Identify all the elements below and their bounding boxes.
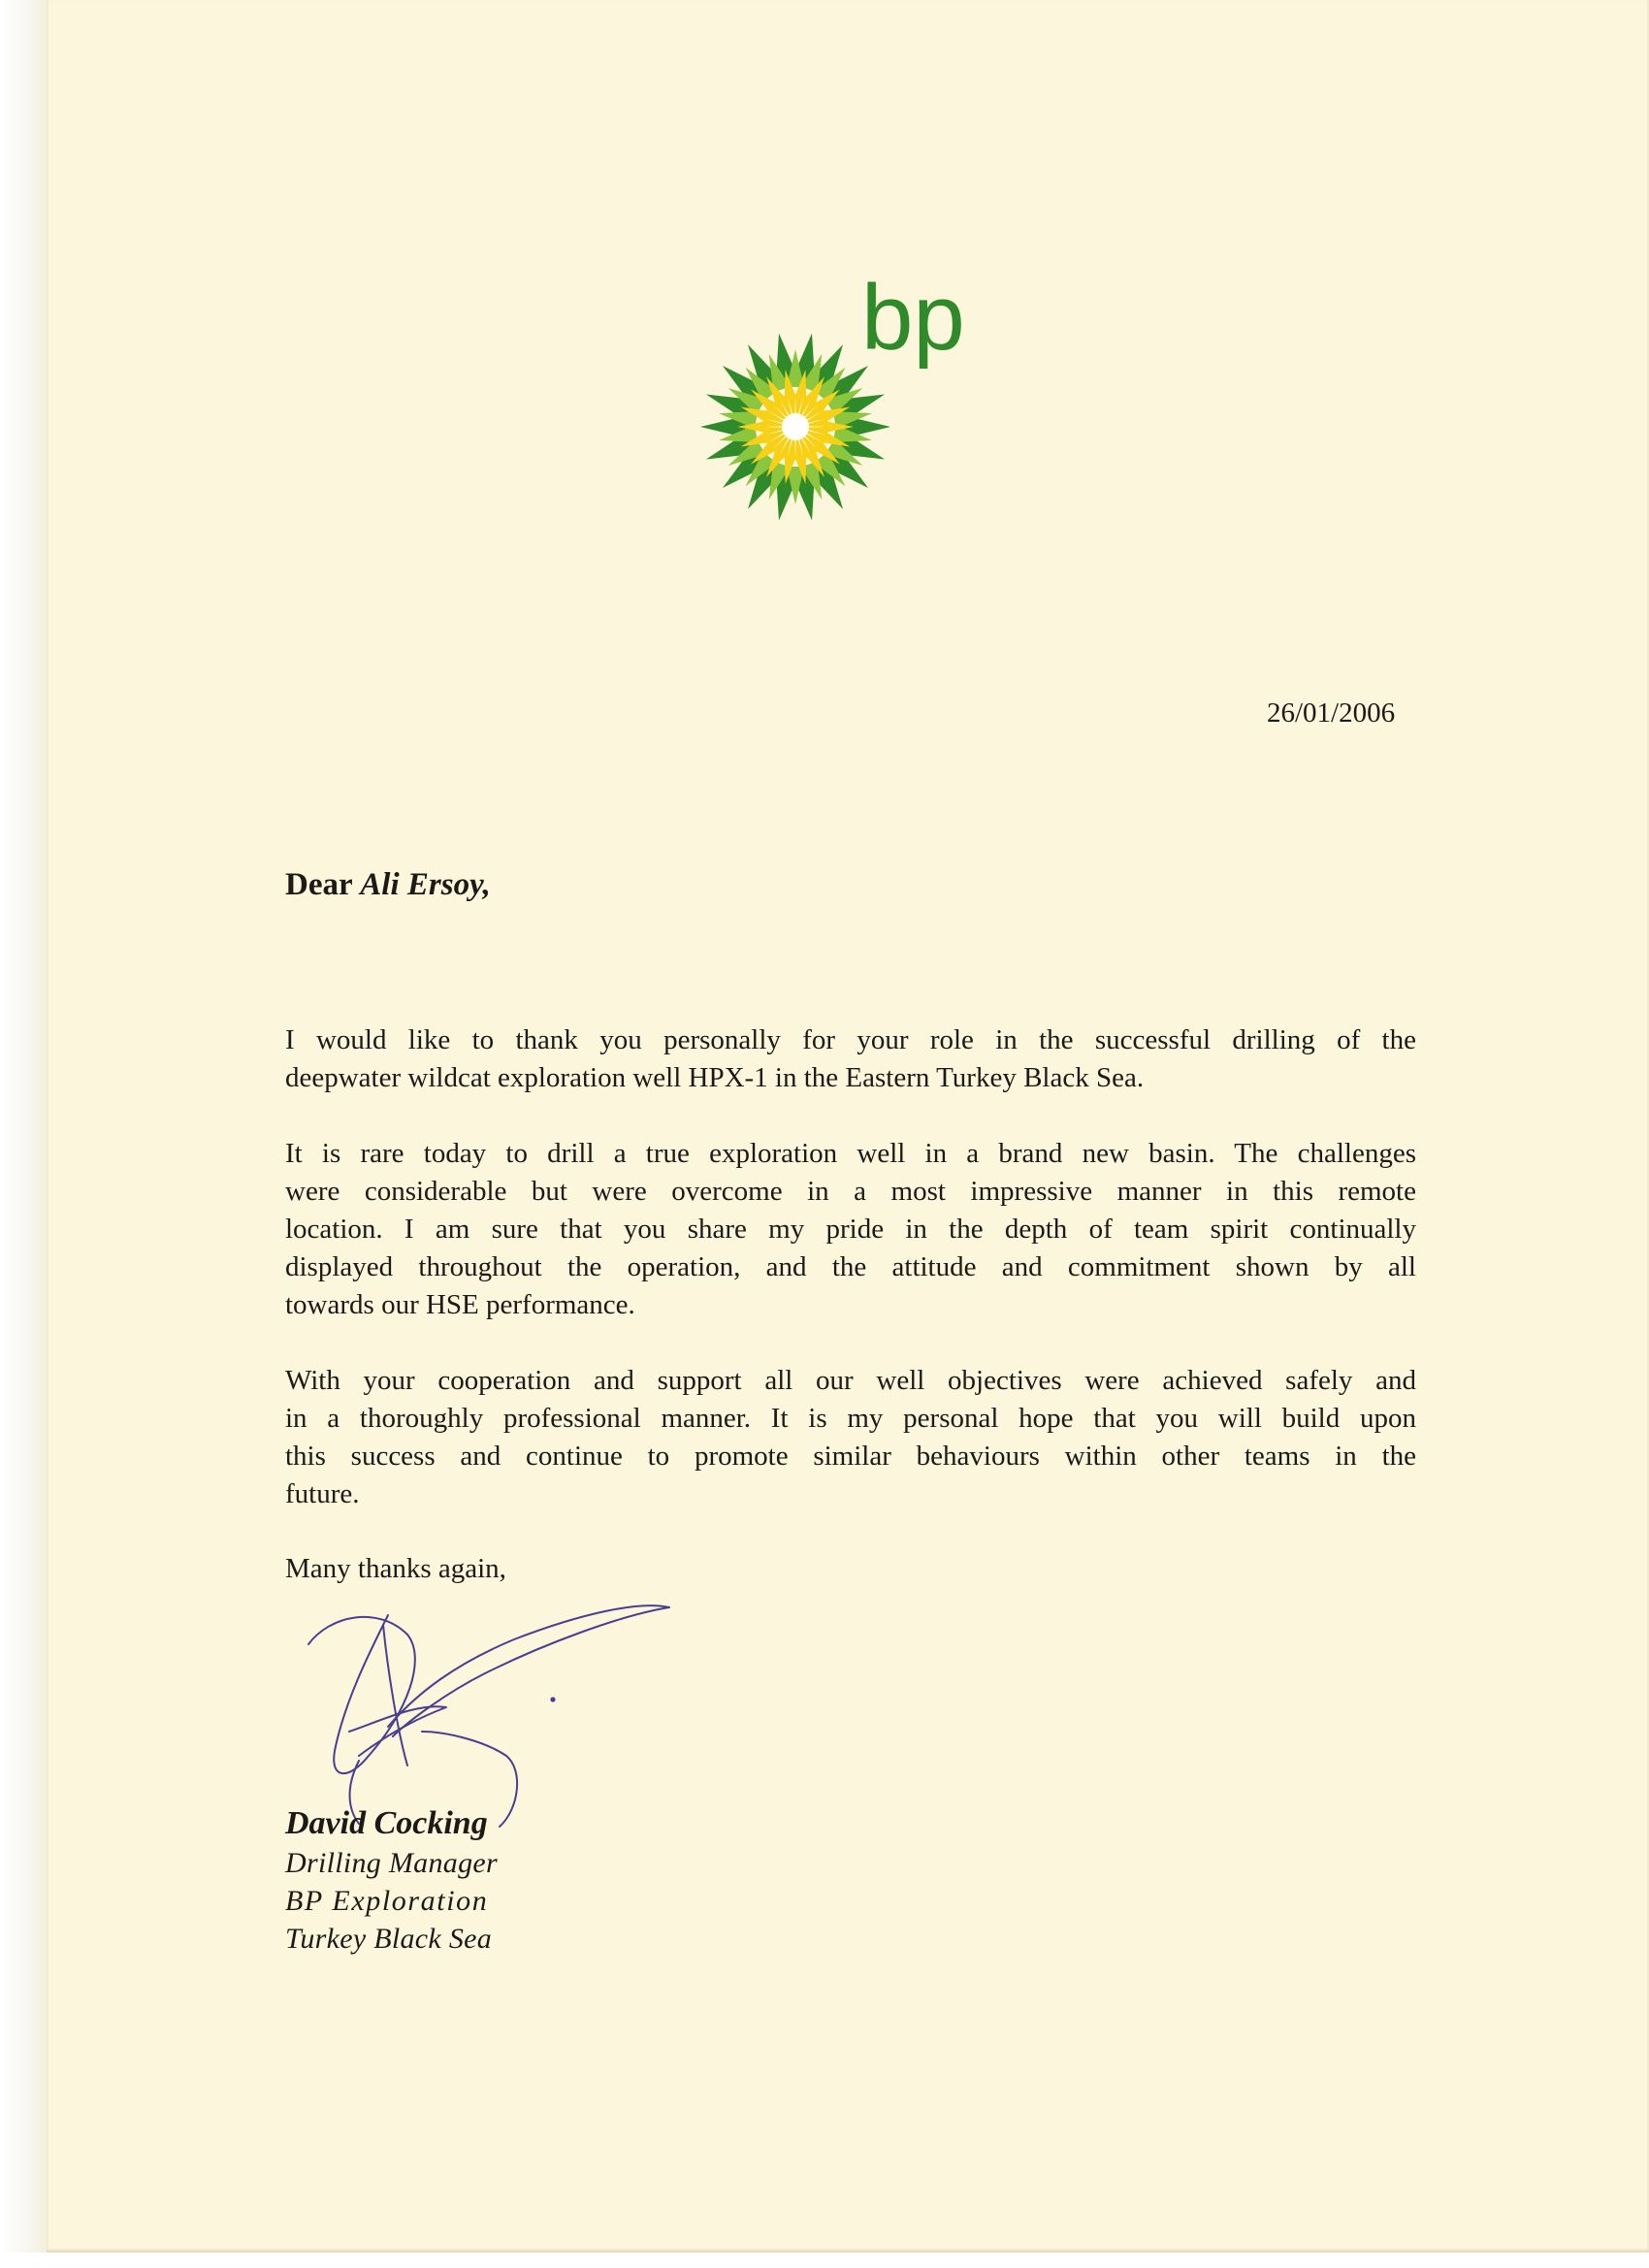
paragraph-line: towards our HSE performance. [285, 1289, 635, 1320]
salutation [285, 866, 491, 904]
paragraph-line: this success and continue to promote similar behaviours within other teams in the [285, 1441, 1416, 1472]
recipient-name: Ali Ersoy, [360, 867, 491, 902]
signatory-company: BP Exploration [285, 1885, 489, 1917]
paragraph-line: deepwater wildcat exploration well HPX-1 in the Eastern Turkey Black Sea. [285, 1062, 1145, 1093]
body-paragraph-3 [285, 1362, 1416, 1513]
paragraph-line: future. [285, 1478, 360, 1509]
signatory-name: David Cocking [285, 1805, 488, 1841]
bp-helios-logo [698, 262, 989, 534]
bp-wordmark: bp [861, 266, 965, 370]
signatory-region: Turkey Black Sea [285, 1923, 493, 1955]
closing-line: Many thanks again, [285, 1553, 506, 1584]
paragraph-line: were considerable but were overcome in a most impressive manner in this remote [285, 1176, 1416, 1207]
signatory-title: Drilling Manager [285, 1847, 498, 1879]
letter-date: 26/01/2006 [1267, 697, 1396, 729]
paragraph-line: in a thoroughly professional manner. It is my personal hope that you will build upon [285, 1403, 1416, 1434]
paragraph-line: It is rare today to drill a true exploration well in a brand new basin. The challenges [285, 1138, 1416, 1169]
signature-block [285, 1804, 498, 1958]
helios-flower-icon [698, 262, 989, 534]
paragraph-line: With your cooperation and support all our well objectives were achieved safely and [285, 1365, 1416, 1396]
paragraph-line: I would like to thank you personally for your role in the successful drilling of the [285, 1024, 1416, 1055]
scan-edge [0, 0, 47, 2268]
salutation-prefix: Dear [285, 867, 353, 902]
scan-bottom-edge [0, 2252, 1649, 2268]
paragraph-line: location. I am sure that you share my pride in the depth of team spirit continually [285, 1214, 1416, 1245]
handwritten-signature [291, 1586, 679, 1829]
body-paragraph-1 [285, 1021, 1416, 1097]
paragraph-line: displayed throughout the operation, and the attitude and commitment shown by all [285, 1251, 1416, 1282]
helios-center [782, 413, 809, 440]
body-paragraph-2 [285, 1135, 1416, 1324]
signature-icon [291, 1586, 679, 1829]
